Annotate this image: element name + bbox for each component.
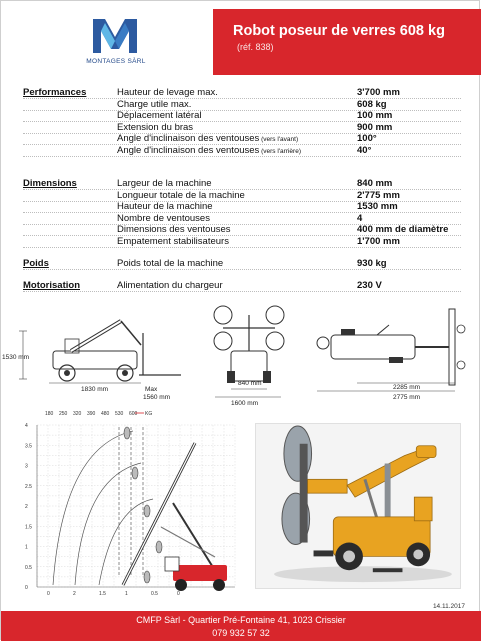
performance-row: [117, 87, 461, 98]
performance-note: (vers l'arrière): [259, 147, 301, 155]
performance-row: [117, 133, 461, 144]
y-tick-label: 3: [25, 463, 28, 470]
y-tick-label: 3.5: [25, 443, 32, 450]
y-tick-label: 2: [25, 504, 28, 510]
performance-label: Hauteur de levage max.: [117, 87, 218, 98]
suction-cup: [124, 427, 130, 439]
performance-label: Angle d'inclinaison des ventouses (vers l'avant): [117, 133, 299, 144]
weight-label: Poids total de la machine: [117, 258, 224, 269]
weight-value: 930 kg: [357, 258, 387, 269]
top-tick-label: 480: [101, 411, 110, 417]
performance-value: 40°: [357, 144, 372, 156]
dimension-value: 4: [357, 212, 363, 224]
side-length-label: 1830 mm: [81, 386, 109, 393]
y-tick-label: 4: [25, 423, 28, 429]
dimension-label: Hauteur de la machine: [117, 201, 213, 212]
machine-body: [173, 565, 227, 581]
front-width-label: 840 mm: [238, 380, 262, 387]
product-photo: [255, 423, 461, 589]
footer-phone: 079 932 57 32: [212, 628, 270, 638]
dimension-row: [117, 236, 461, 247]
front-view-drawing: [214, 306, 284, 407]
logo-mark-icon: [91, 15, 139, 55]
dimension-label: Largeur de la machine: [117, 178, 212, 189]
row-divider: [23, 247, 461, 248]
performance-label: Déplacement latéral: [117, 110, 202, 121]
top-tick-label: 600: [129, 411, 138, 417]
side-max-label: Max: [145, 386, 158, 393]
dimension-row: [117, 178, 461, 189]
section-performances: Performances: [23, 87, 87, 98]
x-tick-label: 0: [177, 591, 180, 597]
dimension-row: [117, 190, 461, 201]
top-total-label: 2775 mm: [393, 394, 421, 401]
performance-row: [117, 122, 461, 133]
performance-note: (vers l'avant): [259, 136, 299, 143]
performance-value: 100 mm: [357, 110, 393, 121]
dimension-label: Dimensions des ventouses: [117, 224, 231, 235]
logo: [19, 9, 213, 75]
technical-drawings: [2, 299, 473, 409]
top-tick-label: 530: [115, 411, 124, 417]
dimension-value: 2'775 mm: [357, 189, 400, 201]
performance-row: [117, 145, 461, 156]
row-divider: [23, 156, 461, 157]
performance-value: 608 kg: [357, 98, 387, 110]
dimension-value: 840 mm: [357, 178, 393, 189]
top-unit-label: KG: [145, 411, 153, 417]
side-max-value: 1560 mm: [143, 394, 171, 401]
section-dimensions: Dimensions: [23, 178, 77, 189]
footer-address: CMFP Sàrl - Quartier Pré-Fontaine 41, 1023 Crissier: [136, 615, 346, 625]
y-tick-label: 0: [25, 585, 28, 591]
dimension-row: [117, 201, 461, 212]
document-date: 14.11.2017: [432, 603, 465, 610]
performance-label: Charge utile max.: [117, 98, 192, 110]
suction-cup: [144, 505, 150, 517]
performance-value: 900 mm: [357, 121, 393, 133]
suction-cup: [144, 571, 150, 583]
motor-row: [117, 280, 461, 291]
dimension-row: [117, 213, 461, 224]
x-tick-label: 1: [125, 591, 128, 597]
dimension-label: Longueur totale de la machine: [117, 189, 245, 201]
front-total-label: 1600 mm: [231, 400, 259, 407]
load-chart: [23, 407, 243, 597]
machine-wheel: [213, 579, 225, 591]
y-tick-label: 0.5: [25, 564, 32, 571]
dimension-value: 400 mm de diamètre: [357, 224, 449, 235]
row-divider: [23, 269, 461, 270]
side-view-drawing: [2, 321, 181, 401]
dimension-row: [117, 224, 461, 235]
top-length-label: 2285 mm: [393, 384, 421, 391]
top-view-drawing: [317, 309, 465, 401]
footer: [1, 611, 481, 641]
page-title: Robot poseur de verres 608 kg: [233, 23, 445, 39]
motor-value: 230 V: [357, 280, 382, 291]
section-motorisation: Motorisation: [23, 280, 80, 291]
reach-envelope: [53, 431, 133, 585]
x-tick-label: 2: [73, 591, 76, 597]
top-tick-label: 180: [45, 411, 54, 417]
top-tick-label: 390: [87, 411, 96, 417]
machine-wheel: [175, 579, 187, 591]
top-tick-label: 320: [73, 411, 82, 417]
machine-arm-inner: [123, 443, 195, 585]
top-tick-label: 250: [59, 411, 68, 417]
dimension-label: Nombre de ventouses: [117, 212, 210, 224]
header: [1, 1, 481, 75]
weight-row: [117, 258, 461, 269]
dimension-label: Empatement stabilisateurs: [117, 235, 229, 247]
performance-row: [117, 110, 461, 121]
side-height-label: 1530 mm: [2, 354, 30, 361]
x-tick-label: 1.5: [99, 591, 106, 597]
x-tick-label: 0.5: [151, 591, 158, 597]
dimension-value: 1'700 mm: [357, 235, 400, 247]
dimension-value: 1530 mm: [357, 201, 398, 212]
performance-value: 100°: [357, 133, 377, 144]
reference-number: (réf. 838): [237, 42, 274, 52]
logo-text: MONTAGES SÀRL: [86, 58, 146, 65]
x-tick-label: 0: [47, 591, 50, 597]
y-tick-label: 1.5: [25, 524, 32, 531]
performance-row: [117, 99, 461, 110]
section-poids: Poids: [23, 258, 49, 269]
row-divider: [23, 291, 461, 292]
suction-cup: [156, 541, 162, 553]
performance-label: Extension du bras: [117, 121, 194, 133]
y-tick-label: 2.5: [25, 483, 32, 490]
suction-cup: [132, 467, 138, 479]
machine-cab: [165, 557, 179, 571]
motor-label: Alimentation du chargeur: [117, 280, 223, 291]
performance-label: Angle d'inclinaison des ventouses (vers l'arrière): [117, 144, 301, 156]
y-tick-label: 1: [25, 544, 28, 551]
performance-value: 3'700 mm: [357, 87, 400, 98]
